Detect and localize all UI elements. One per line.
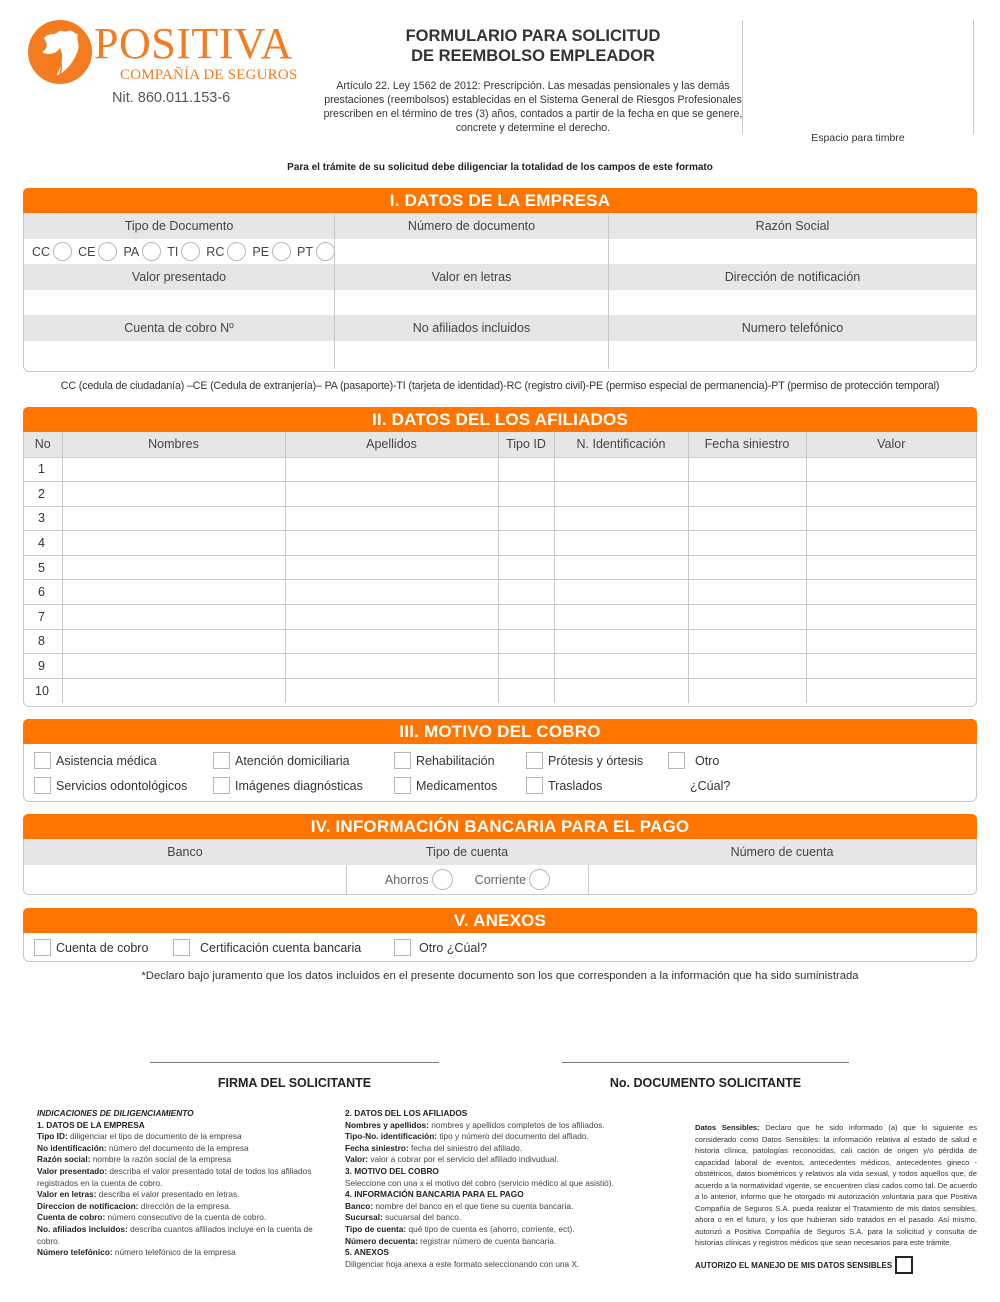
- col-header-no: No: [24, 432, 62, 457]
- checkbox-medicamentos[interactable]: Medicamentos: [394, 777, 526, 794]
- anexos-box: [23, 933, 977, 962]
- instr-item: Tipo ID: diligenciar el tipo de documento de la empresa: [37, 1131, 242, 1142]
- table-row: 1: [24, 457, 976, 482]
- section3-title: III. MOTIVO DEL COBRO: [23, 719, 977, 744]
- table-row: 4: [24, 531, 976, 556]
- table-row: 10: [24, 678, 976, 703]
- checkbox-icon[interactable]: [173, 939, 190, 956]
- company-row1-headers: [24, 213, 976, 239]
- table-row: 8: [24, 629, 976, 654]
- checkbox-otro[interactable]: Otro: [668, 752, 719, 769]
- logo-subtitle: COMPAÑÍA DE SEGUROS: [120, 67, 298, 83]
- autorizo-label: AUTORIZO EL MANEJO DE MIS DATOS SENSIBLES: [695, 1260, 893, 1270]
- valor-letras-field[interactable]: [334, 290, 608, 315]
- radio-circle-icon[interactable]: [316, 242, 335, 261]
- instr-item: Tipo de cuenta: qué tipo de cuenta es (ahorro, corriente, ect).: [345, 1223, 575, 1234]
- checkbox-icon[interactable]: [34, 777, 51, 794]
- autorizo-datos-sensibles: [695, 1256, 913, 1274]
- instructions-col2: 2. DATOS DEL LOS AFILIADOS Nombres y apellidos: nombres y apellidos completos de los afiliados. Tipo-No. identificación: tipo y número del documento del afliado. Fecha siniestro: fecha del siniestro del afiliado. Valor: valor a cobrar por el servicio del afiliado indivudual. 3. MOTIVO DEL COBRO Seleccione con una x el motivo del cobro (servicio médico al que asistió). 4. INFORMACIÓN BANCARIA PARA EL PAGO Banco: nombre del banco en el que tiene su cuenta bancaria. Sucursal: sucuarsal del banco. Tipo de cuenta: qué tipo de cuenta es (ahorro, corriente, ect). Número decuenta: registrar número de cuenta bancaria. 5. ANEXOS Diligenciar hoja anexa a este formato seleccionando con una X.: [345, 1108, 635, 1270]
- instr-item: Direccion de notificacion: dirección de la empresa.: [37, 1200, 232, 1211]
- checkbox-icon[interactable]: [34, 939, 51, 956]
- instr-item: No identificación: número del documento de la empresa: [37, 1142, 249, 1153]
- doc-type-radio-group: [24, 239, 334, 264]
- table-header-row: [24, 432, 976, 457]
- col-header-valor: Valor: [806, 432, 976, 457]
- radio-pe[interactable]: PE: [252, 242, 291, 261]
- checkbox-icon[interactable]: [394, 777, 411, 794]
- checkbox-traslados[interactable]: Traslados: [526, 777, 668, 794]
- checkbox-icon[interactable]: [213, 777, 230, 794]
- label-direccion: Dirección de notificación: [608, 264, 976, 290]
- stamp-border-left: [742, 20, 743, 134]
- checkbox-cuenta-cobro[interactable]: Cuenta de cobro: [34, 939, 173, 956]
- checkbox-rehabilitacion[interactable]: Rehabilitación: [394, 752, 526, 769]
- sensitive-data-text: Datos Sensibles: Declaro que he sido informado (a) que lo siguiente es considerado como Datos Sensibles: la información relativa al estado de salud e historia clínica, patologías reconocidas, cali cación de origen y/o pérdida de capacidad laboral de eventos, antecedentes médicos, antecedentes gineco - obstétricos, datos biométricos y relativos ala vida sexual, y todos aquellos que, de acuerdo a la normatividad vigente, se encuentren clasi cados como tal. De acuerdo a lo anterior, informo que he otorgado mi autorización voluntaria para que Positiva Compañía de Seguros S.A. pueda realizar el Tratamiento de mis datos sensibles, ahora o en el futuro, y los que hubieran sido tratados en el pasado. Así mismo, autorizó a Positiva Compañía de Seguros S.A. para la solicitud y consulta de historias clínicas y registros médicos que sean necesarios para este trámite.: [695, 1123, 977, 1247]
- checkbox-icon[interactable]: [394, 939, 411, 956]
- checkbox-atencion-domiciliaria[interactable]: Atención domiciliaria: [213, 752, 394, 769]
- telefono-field[interactable]: [608, 341, 976, 369]
- logo-wordmark: POSITIVA: [94, 19, 293, 68]
- instr-item: Tipo-No. identificación: tipo y número del documento del afliado.: [345, 1131, 589, 1142]
- fill-notice: Para el trámite de su solicitud debe diligenciar la totalidad de los campos de este formato: [287, 162, 713, 173]
- table-row: 6: [24, 580, 976, 605]
- instr-item: Número telefónico: número telefónico de la empresa: [37, 1247, 236, 1258]
- radio-circle-icon[interactable]: [432, 869, 453, 890]
- label-valor-letras: Valor en letras: [334, 264, 608, 290]
- instr-item: Fecha siniestro: fecha del siniestro del afiliado.: [345, 1142, 523, 1153]
- declaration-text: *Declaro bajo juramento que los datos incluidos en el presente documento son los que corresponden a la información que ha sido suministrada: [141, 970, 859, 982]
- documento-label: No. DOCUMENTO SOLICITANTE: [609, 1076, 802, 1090]
- instr-item: Sucursal: sucuarsal del banco.: [345, 1212, 462, 1223]
- form-title-line2: DE REEMBOLSO EMPLEADOR: [411, 47, 655, 65]
- affiliates-table-box: [23, 432, 977, 707]
- col-header-apellidos: Apellidos: [285, 432, 498, 457]
- label-cuenta-cobro: Cuenta de cobro Nº: [24, 315, 334, 341]
- instr-item: No. afiliados incluidos: describa cuantos afiliados incluye en la cuenta de cobro.: [37, 1223, 313, 1246]
- label-razon-social: Razón Social: [608, 213, 976, 239]
- radio-ahorros[interactable]: Ahorros: [385, 869, 453, 890]
- radio-pt[interactable]: PT: [297, 242, 335, 261]
- form-title: [330, 26, 736, 66]
- firma-label: FIRMA DEL SOLICITANTE: [217, 1076, 372, 1090]
- banco-field[interactable]: [24, 865, 346, 894]
- direccion-field[interactable]: [608, 290, 976, 315]
- radio-pa[interactable]: PA: [123, 242, 161, 261]
- label-tipo-cuenta: Tipo de cuenta: [346, 839, 588, 865]
- instr-item: Banco: nombre del banco en el que tiene su cuenta bancaria.: [345, 1200, 574, 1211]
- instr-item: Valor presentado: describa el valor presentado total de todos los afiliados registrados en la cuenta de cobro.: [37, 1165, 312, 1188]
- label-banco: Banco: [24, 839, 346, 865]
- checkbox-asistencia-medica[interactable]: Asistencia médica: [34, 752, 213, 769]
- bank-info-box: [23, 839, 977, 895]
- section2-title: II. DATOS DEL LOS AFILIADOS: [23, 407, 977, 432]
- form-title-line1: FORMULARIO PARA SOLICITUD: [405, 27, 661, 45]
- company-data-box: [23, 213, 977, 372]
- positiva-logo: [28, 18, 298, 110]
- instr-section1-title: 1. DATOS DE LA EMPRESA: [37, 1119, 145, 1130]
- table-row: 5: [24, 555, 976, 580]
- checkbox-protesis[interactable]: Prótesis y órtesis: [526, 752, 668, 769]
- radio-circle-icon[interactable]: [142, 242, 161, 261]
- col-header-fecha-siniestro: Fecha siniestro: [688, 432, 806, 457]
- radio-cc[interactable]: CC: [32, 242, 72, 261]
- radio-ce[interactable]: CE: [78, 242, 117, 261]
- instr-item: Cuenta de cobro: número consecutivo de la cuenta de cobro.: [37, 1212, 267, 1223]
- article-text: Artículo 22. Ley 1562 de 2012: Prescripción. Las mesadas pensionales y las demás prestaciones (reembolsos) establecidas en el Sistema General de Riesgos Profesionales prescriben en el término de tres (3) años, contados a partir de la fecha en que se genere, concrete y determine el derecho.: [323, 80, 743, 134]
- table-row: 9: [24, 654, 976, 679]
- cuenta-cobro-field[interactable]: [24, 341, 334, 369]
- instr-item: Nombres y apellidos: nombres y apellidos completos de los afiliados.: [345, 1119, 605, 1130]
- col-header-n-identificacion: N. Identificación: [554, 432, 688, 457]
- checkbox-icon[interactable]: [668, 752, 685, 769]
- company-nit: Nit. 860.011.153-6: [112, 90, 231, 106]
- tipo-cuenta-radio-group: [346, 865, 588, 894]
- table-row: 3: [24, 506, 976, 531]
- col-header-nombres: Nombres: [62, 432, 285, 457]
- instructions-col1: [37, 1108, 327, 1259]
- label-no-afiliados: No afiliados incluidos: [334, 315, 608, 341]
- label-numero-cuenta: Número de cuenta: [588, 839, 976, 865]
- checkbox-icon[interactable]: [526, 752, 543, 769]
- radio-circle-icon[interactable]: [529, 869, 550, 890]
- instr-item: Valor en letras: describa el valor presentado en letras.: [37, 1189, 240, 1200]
- numero-documento-field[interactable]: [334, 239, 608, 264]
- label-numero-documento: Número de documento: [334, 213, 608, 239]
- radio-ti[interactable]: TI: [167, 242, 200, 261]
- section4-title: IV. INFORMACIÓN BANCARIA PARA EL PAGO: [23, 814, 977, 839]
- checkbox-certificacion-bancaria[interactable]: Certificación cuenta bancaria: [173, 939, 394, 956]
- radio-circle-icon[interactable]: [98, 242, 117, 261]
- instr-item: Valor: valor a cobrar por el servicio del afiliado indivudual.: [345, 1154, 559, 1165]
- checkbox-icon[interactable]: [34, 752, 51, 769]
- label-valor-presentado: Valor presentado: [24, 264, 334, 290]
- checkbox-icon[interactable]: [394, 752, 411, 769]
- col-header-tipo-id: Tipo ID: [498, 432, 554, 457]
- otro-cual-field[interactable]: ¿Cúal?: [690, 778, 731, 793]
- radio-circle-icon[interactable]: [272, 242, 291, 261]
- radio-circle-icon[interactable]: [53, 242, 72, 261]
- instructions-heading: INDICACIONES DE DILIGENCIAMIENTO: [37, 1108, 194, 1118]
- doc-type-legend: CC (cedula de ciudadanía) –CE (Cedula de extranjería)– PA (pasaporte)-TI (tarjeta de identidad)-RC (registro civil)-PE (permiso especial de permanencia)-PT (permiso de protección temporal): [60, 380, 940, 392]
- section1-title: I. DATOS DE LA EMPRESA: [23, 188, 977, 213]
- numero-cuenta-field[interactable]: [588, 865, 976, 894]
- section5-title: V. ANEXOS: [23, 908, 977, 933]
- firma-line[interactable]: [150, 1062, 439, 1063]
- instr-item: Número decuenta: registrar número de cuenta bancaria.: [345, 1235, 557, 1246]
- logo-emblem-icon: [28, 20, 92, 84]
- stamp-label: Espacio para timbre: [811, 132, 905, 144]
- instr-item: Razón social: nombre la razón social de la empresa: [37, 1154, 232, 1165]
- radio-rc[interactable]: RC: [206, 242, 246, 261]
- checkbox-otro-anexo[interactable]: Otro ¿Cúal?: [394, 939, 487, 956]
- table-row: 7: [24, 605, 976, 630]
- checkbox-servicios-odontologicos[interactable]: Servicios odontológicos: [34, 777, 213, 794]
- autorizo-checkbox[interactable]: [895, 1256, 913, 1274]
- razon-social-field[interactable]: [608, 239, 976, 264]
- label-telefono: Numero telefónico: [608, 315, 976, 341]
- motivo-box: [23, 744, 977, 802]
- radio-circle-icon[interactable]: [227, 242, 246, 261]
- stamp-border-right: [973, 20, 974, 134]
- label-tipo-documento: Tipo de Documento: [24, 213, 334, 239]
- checkbox-icon[interactable]: [213, 752, 230, 769]
- radio-circle-icon[interactable]: [181, 242, 200, 261]
- no-afiliados-field[interactable]: [334, 341, 608, 369]
- checkbox-icon[interactable]: [526, 777, 543, 794]
- radio-corriente[interactable]: Corriente: [475, 869, 550, 890]
- table-row: 2: [24, 482, 976, 507]
- affiliates-table: [24, 432, 976, 703]
- valor-presentado-field[interactable]: [24, 290, 334, 315]
- documento-line[interactable]: [562, 1062, 849, 1063]
- checkbox-imagenes-diagnosticas[interactable]: Imágenes diagnósticas: [213, 777, 394, 794]
